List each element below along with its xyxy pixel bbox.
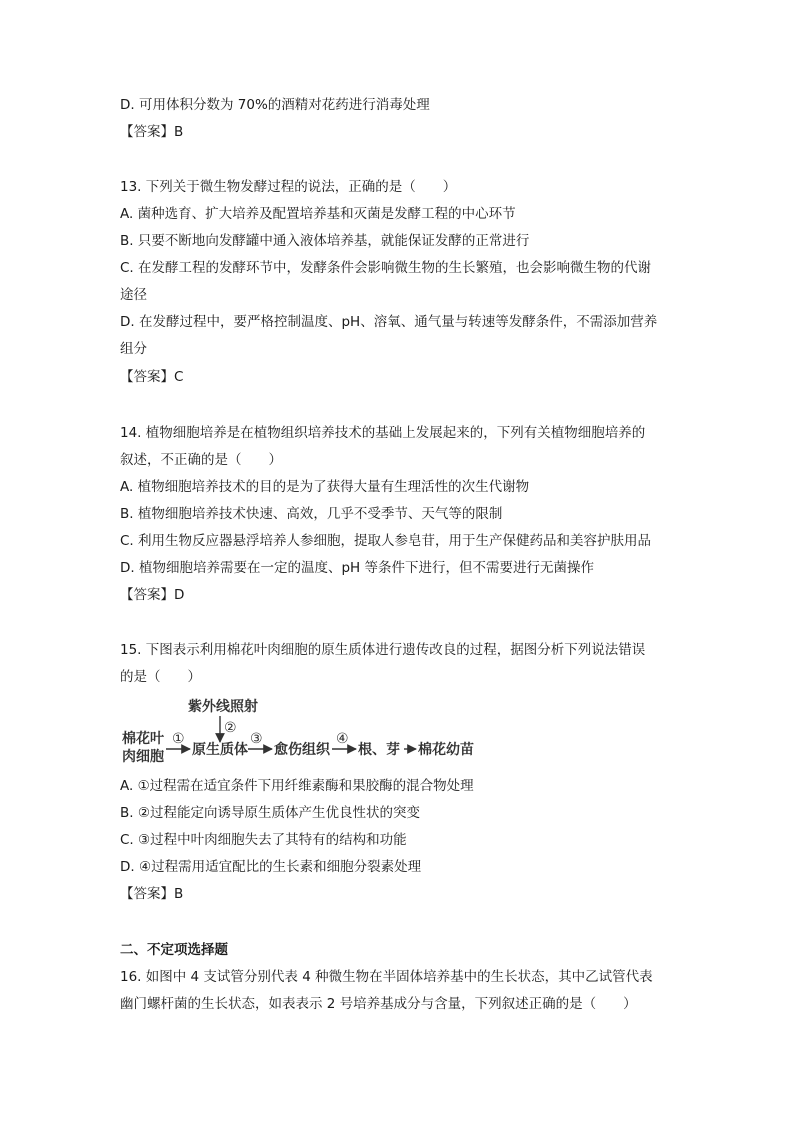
diagram-step4-label: ④ — [336, 731, 349, 747]
diagram-start-line1: 棉花叶 — [122, 731, 164, 747]
q16-stem-line1: 16. 如图中 4 支试管分别代表 4 种微生物在半固体培养基中的生长状态，其中乙试管代表 — [120, 969, 653, 985]
diagram-start-line2: 肉细胞 — [122, 749, 164, 765]
q14-stem-line2: 叙述，不正确的是（ ） — [120, 452, 282, 468]
q14-option-d: D. 植物细胞培养需要在一定的温度、pH 等条件下进行，但不需要进行无菌操作 — [120, 560, 594, 576]
q15-option-a: A. ①过程需在适宜条件下用纤维素酶和果胶酶的混合物处理 — [120, 778, 474, 794]
q15-option-c: C. ③过程中叶肉细胞失去了其特有的结构和功能 — [120, 832, 407, 848]
q15-option-b: B. ②过程能定向诱导原生质体产生优良性状的突变 — [120, 805, 420, 821]
q12-option-d: D. 可用体积分数为 70%的酒精对花药进行消毒处理 — [120, 97, 430, 113]
diagram-step2-label: ② — [224, 720, 237, 736]
q13-option-c-line2: 途径 — [120, 287, 147, 303]
q13-answer: 【答案】C — [120, 369, 184, 385]
q16-stem-line2: 幽门螺杆菌的生长状态，如表表示 2 号培养基成分与含量，下列叙述正确的是（ ） — [120, 996, 637, 1012]
q13-option-b: B. 只要不断地向发酵罐中通入液体培养基，就能保证发酵的正常进行 — [120, 233, 530, 249]
diagram-protoplast: 原生质体 — [192, 742, 248, 758]
q15-stem-line1: 15. 下图表示利用棉花叶肉细胞的原生质体进行遗传改良的过程，据图分析下列说法错误 — [120, 642, 646, 658]
q12-answer: 【答案】B — [120, 124, 184, 140]
diagram-uv-label: 紫外线照射 — [188, 699, 258, 715]
q15-option-d: D. ④过程需用适宜配比的生长素和细胞分裂素处理 — [120, 859, 422, 875]
diagram-step1-label: ① — [172, 731, 185, 747]
q15-answer: 【答案】B — [120, 886, 184, 902]
diagram-step3-label: ③ — [250, 731, 263, 747]
section-title: 二、不定项选择题 — [120, 942, 228, 958]
q13-stem: 13. 下列关于微生物发酵过程的说法，正确的是（ ） — [120, 179, 457, 195]
q14-option-c: C. 利用生物反应器悬浮培养人参细胞，提取人参皂苷，用于生产保健药品和美容护肤用品 — [120, 533, 652, 549]
diagram-seedling: 棉花幼苗 — [418, 742, 474, 758]
q13-option-d-line1: D. 在发酵过程中，要严格控制温度、pH、溶氧、通气量与转速等发酵条件，不需添加营养 — [120, 314, 658, 330]
diagram-callus: 愈伤组织 — [274, 742, 330, 758]
q15-process-diagram — [120, 696, 480, 766]
q13-option-d-line2: 组分 — [120, 341, 147, 357]
q14-answer: 【答案】D — [120, 587, 185, 603]
q13-option-a: A. 菌种选育、扩大培养及配置培养基和灭菌是发酵工程的中心环节 — [120, 206, 516, 222]
diagram-root-bud: 根、芽 — [358, 742, 400, 758]
q14-option-a: A. 植物细胞培养技术的目的是为了获得大量有生理活性的次生代谢物 — [120, 479, 530, 495]
q14-option-b: B. 植物细胞培养技术快速、高效，几乎不受季节、天气等的限制 — [120, 506, 503, 522]
q15-stem-line2: 的是（ ） — [120, 669, 201, 685]
q13-option-c-line1: C. 在发酵工程的发酵环节中，发酵条件会影响微生物的生长繁殖，也会影响微生物的代谢 — [120, 260, 652, 276]
q14-stem-line1: 14. 植物细胞培养是在植物组织培养技术的基础上发展起来的，下列有关植物细胞培养的 — [120, 425, 646, 441]
